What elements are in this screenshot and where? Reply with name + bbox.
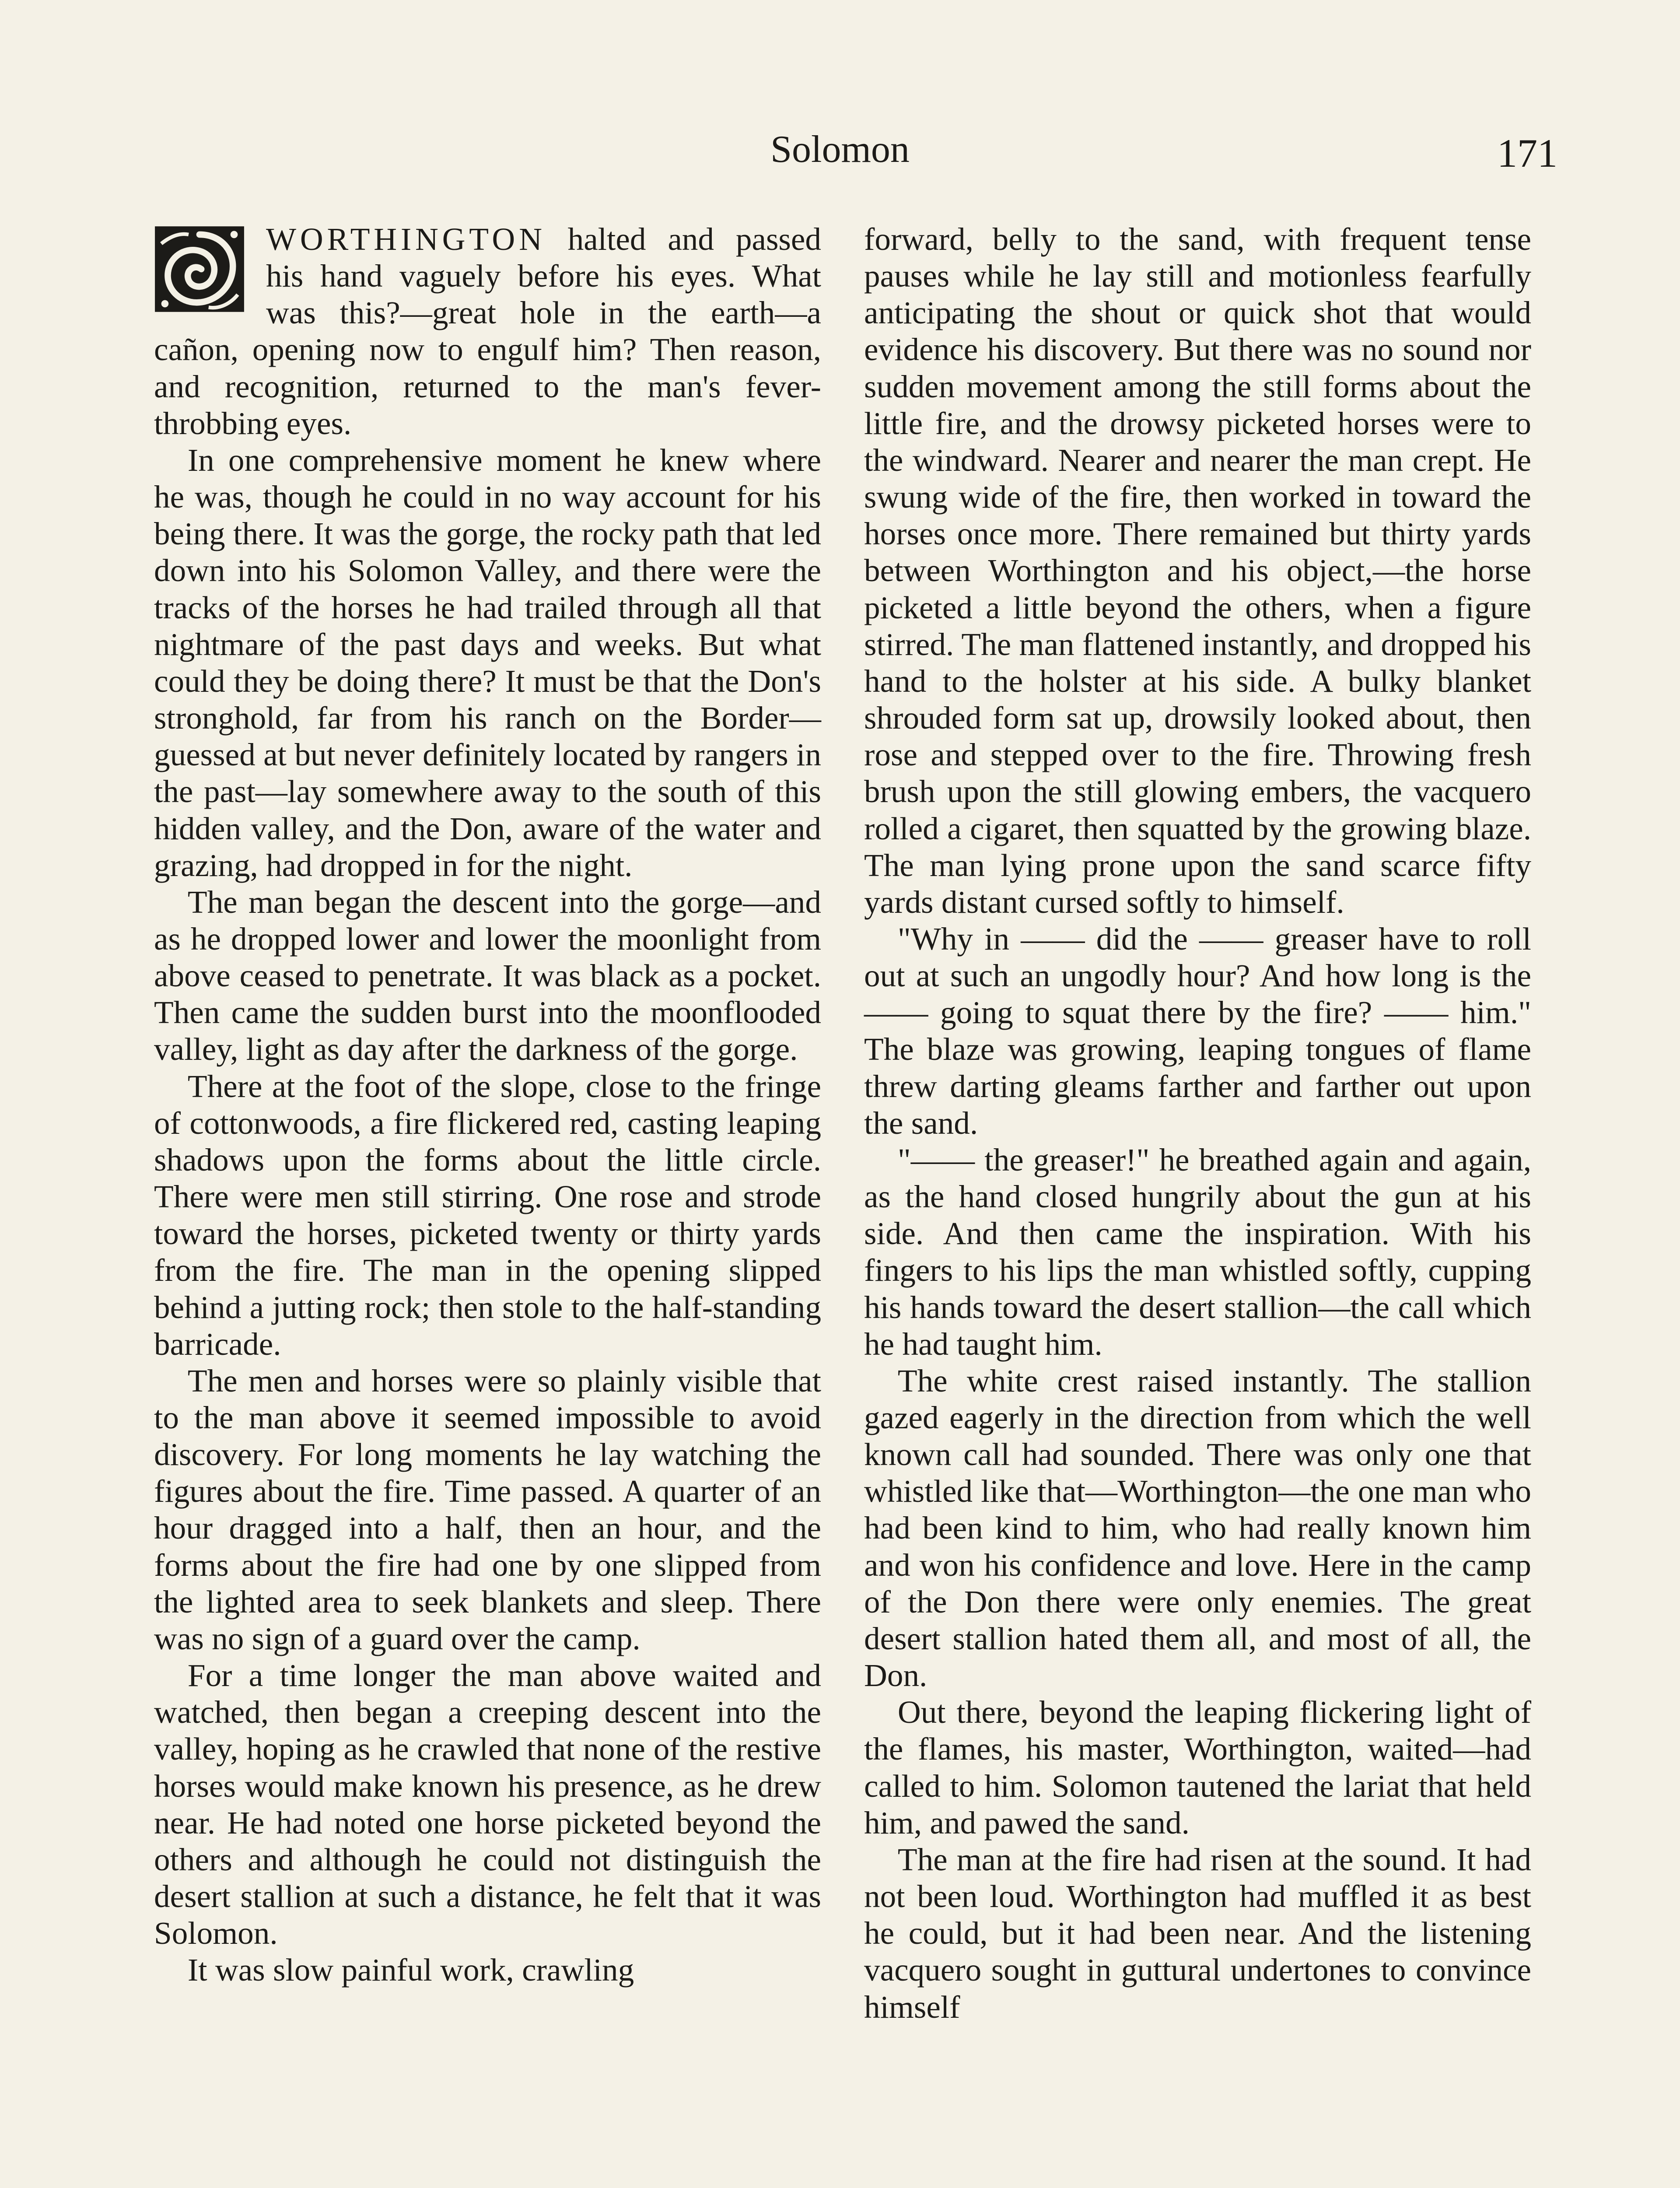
right-column — [864, 221, 1531, 2026]
paragraph: It was slow painful work, crawling — [187, 1952, 634, 1988]
paragraph: "Why in —— did the —— greaser have to roll out at such an ungodly hour? And how long is the —— going to squat there by the fire? —— him." The blaze was growing, leaping tongues of flame threw darting gleams farther and farther out upon the sand. — [864, 921, 1531, 1141]
paragraph: The man at the fire had risen at the sound. It had not been loud. Worthington had muffled it as best he could, but it had been near. And the listening vacquero sought in guttural undertones to convince himself — [864, 1841, 1531, 2025]
page-header-title: Solomon — [770, 128, 910, 171]
left-column — [154, 221, 821, 1989]
paragraph: forward, belly to the sand, with frequent tense pauses while he lay still and motionless fearfully anticipating the shout or quick shot that would evidence his discovery. But there was no sound nor sudden movement among the still forms about the little fire, and the drowsy picketed horses were to the windward. Nearer and nearer the man crept. He swung wide of the fire, then worked in toward the horses once more. There remained but thirty yards between Worthington and his object,—the horse picketed a little beyond the others, when a figure stirred. The man flattened instantly, and dropped his hand to the holster at his side. A bulky blanket shrouded form sat up, drowsily looked about, then rose and stepped over to the fire. Throwing fresh brush upon the still glowing embers, the vacquero rolled a cigaret, then squatted by the growing blaze. The man lying prone upon the sand scarce fifty yards distant cursed softly to himself. — [864, 221, 1531, 920]
paragraph: Out there, beyond the leaping flickering light of the flames, his master, Worthington, waited—had called to him. Solomon tautened the lariat that held him, and pawed the sand. — [864, 1694, 1531, 1841]
paragraph: The men and horses were so plainly visible that to the man above it seemed impossible to avoid discovery. For long moments he lay watching the figures about the fire. Time passed. A quarter of an hour dragged into a half, then an hour, and the forms about the fire had one by one slipped from the lighted area to seek blankets and sleep. There was no sign of a guard over the camp. — [154, 1363, 821, 1656]
ornamental-drop-cap-icon — [154, 225, 245, 313]
paragraph: There at the foot of the slope, close to the fringe of cottonwoods, a fire flickered red, casting leaping shadows upon the forms about the little circle. There were men still stirring. One rose and strode toward the horses, picketed twenty or thirty yards from the fire. The man in the opening slipped behind a jutting rock; then stole to the half-standing barricade. — [154, 1068, 821, 1362]
paragraph: For a time longer the man above waited and watched, then began a creeping descent into the valley, hoping as he crawled that none of the restive horses would make known his presence, as he drew near. He had noted one horse picketed beyond the others and although he could not distinguish the desert stallion at such a distance, he felt that it was Solomon. — [154, 1658, 821, 1951]
lead-word: WORTHINGTON — [266, 221, 546, 257]
paragraph-text: halted and passed his hand vaguely before his eyes. What was this?—great hole in the earth—a cañon, opening now to engulf him? Then reason, and recognition, returned to the man's fever-throbbing eyes. — [154, 221, 821, 441]
page-number: 171 — [1497, 131, 1558, 175]
paragraph: The white crest raised instantly. The stallion gazed eagerly in the direction from which the well known call had sounded. There was only one that whistled like that—Worthington—the one man who had been kind to him, who had really known him and won his confidence and love. Here in the camp of the Don there were only enemies. The great desert stallion hated them all, and most of all, the Don. — [864, 1363, 1531, 1694]
paragraph: The man began the descent into the gorge—and as he dropped lower and lower the moonlight from above ceased to penetrate. It was black as a pocket. Then came the sudden burst into the moonflooded valley, light as day after the darkness of the gorge. — [154, 884, 821, 1067]
paragraph — [154, 221, 821, 442]
paragraph: "—— the greaser!" he breathed again and again, as the hand closed hungrily about the gun at his side. And then came the inspiration. With his fingers to his lips the man whistled softly, cupping his hands toward the desert stallion—the call which he had taught him. — [864, 1142, 1531, 1362]
paragraph: In one comprehensive moment he knew where he was, though he could in no way account for his being there. It was the gorge, the rocky path that led down into his Solomon Valley, and there were the tracks of the horses he had trailed through all that nightmare of the past days and weeks. But what could they be doing there? It must be that the Don's stronghold, far from his ranch on the Border—guessed at but never definitely located by rangers in the past—lay somewhere away to the south of this hidden valley, and the Don, aware of the water and grazing, had dropped in for the night. — [154, 442, 821, 883]
